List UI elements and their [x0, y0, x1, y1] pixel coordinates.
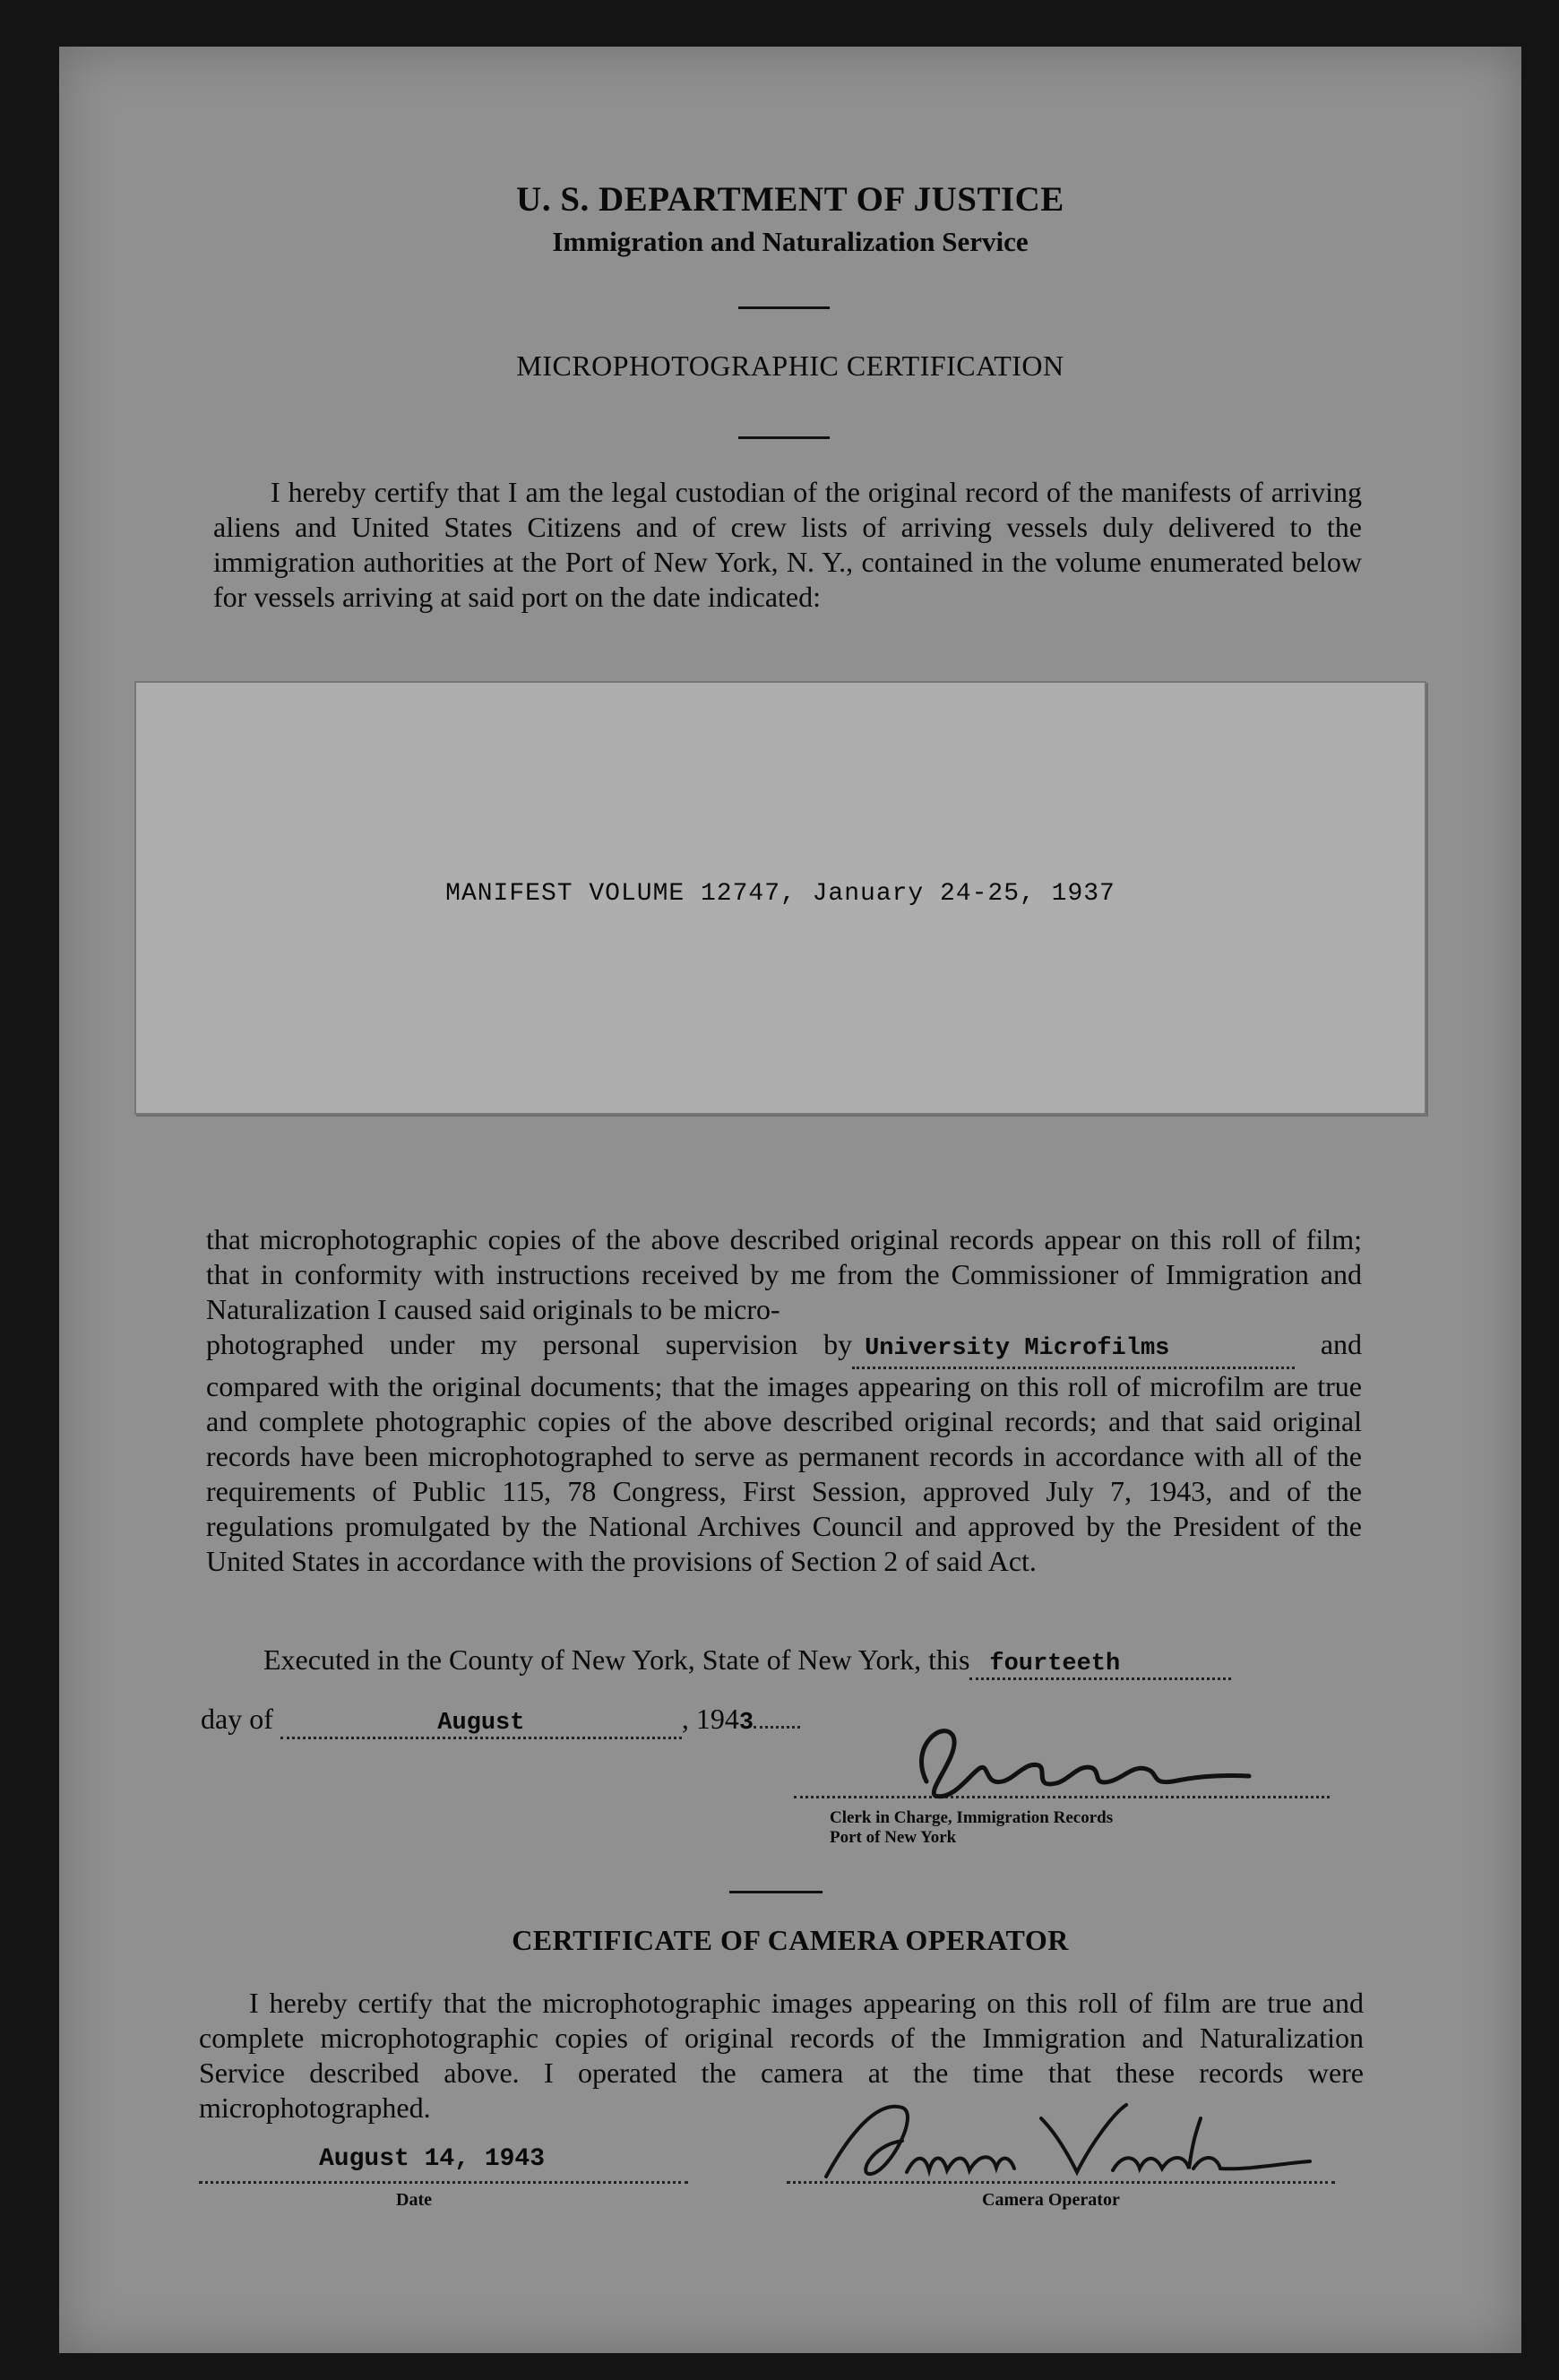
certification-paragraph [206, 1222, 1362, 1579]
divider [738, 306, 830, 309]
camera-certificate-title: CERTIFICATE OF CAMERA OPERATOR [512, 1924, 1069, 1956]
operator-signature-icon [817, 2091, 1319, 2190]
supervisor-field: University Microfilms [852, 1332, 1295, 1369]
camera-certificate-paragraph: I hereby certify that the microphotographic images appearing on this roll of film are true and complete microphotographic copies of original records of the Immigration and Naturalization Service described above. I operated the camera at the time that these records were microphotographed. [199, 1987, 1364, 2124]
certificate-page [59, 47, 1521, 2353]
form-title: MICROPHOTOGRAPHIC CERTIFICATION [516, 349, 1064, 382]
day-of-line: day of August , 1943 [201, 1703, 800, 1739]
certification-text-part3: and compared with the original documents; that the images appearing on this roll of microfilm are true and complete photographic copies of the above described original records; and that said original records have been microphotographed to serve as permanent records in accordance with all of the requirements of Public 115, 78 Congress, First Session, approved July 7, 1943, and of the regulations promulgated by the National Archives Council and approved by the President of the United States in accordance with the provisions of Section 2 of said Act. [206, 1328, 1363, 1577]
divider [738, 436, 830, 439]
operator-label: Camera Operator [982, 2190, 1120, 2210]
manifest-insert-panel [134, 681, 1426, 1115]
date-label: Date [396, 2190, 432, 2210]
department-heading: U. S. DEPARTMENT OF JUSTICE [516, 180, 1064, 219]
execution-line [263, 1643, 1231, 1680]
execution-year-prefix: 194 [695, 1703, 739, 1735]
camera-date-field: August 14, 1943 [319, 2145, 546, 2173]
execution-month-field: August [280, 1710, 682, 1739]
service-subheading: Immigration and Naturalization Service [552, 226, 1029, 257]
divider [729, 1891, 823, 1893]
date-line [199, 2181, 688, 2184]
certification-text-part2: photographed under my personal supervision by [206, 1328, 853, 1360]
execution-day-field: fourteeth [969, 1651, 1231, 1680]
manifest-volume-text: MANIFEST VOLUME 12747, January 24-25, 1937 [445, 880, 1115, 908]
certification-text-part1: that microphotographic copies of the above described original records appear on this roll of film; that in conformity with instructions received by me from the Commissioner of Immigration and Naturalization I caused said originals to be micro- [206, 1223, 1362, 1325]
clerk-title-label: Clerk in Charge, Immigration Records [830, 1808, 1114, 1827]
clerk-port-label: Port of New York [830, 1828, 957, 1847]
day-of-label: day of [201, 1703, 273, 1735]
execution-year-digit: 3 [738, 1710, 754, 1737]
intro-paragraph: I hereby certify that I am the legal custodian of the original record of the manifests of arriving aliens and United States Citizens and of crew lists of arriving vessels duly delivered to the immigration authorities at the Port of New York, N. Y., contained in the volume enumerated below for vessels arriving at said port on the date indicated: [213, 476, 1362, 613]
execution-text: Executed in the County of New York, State of New York, this [263, 1643, 970, 1676]
clerk-signature-icon [891, 1719, 1267, 1805]
